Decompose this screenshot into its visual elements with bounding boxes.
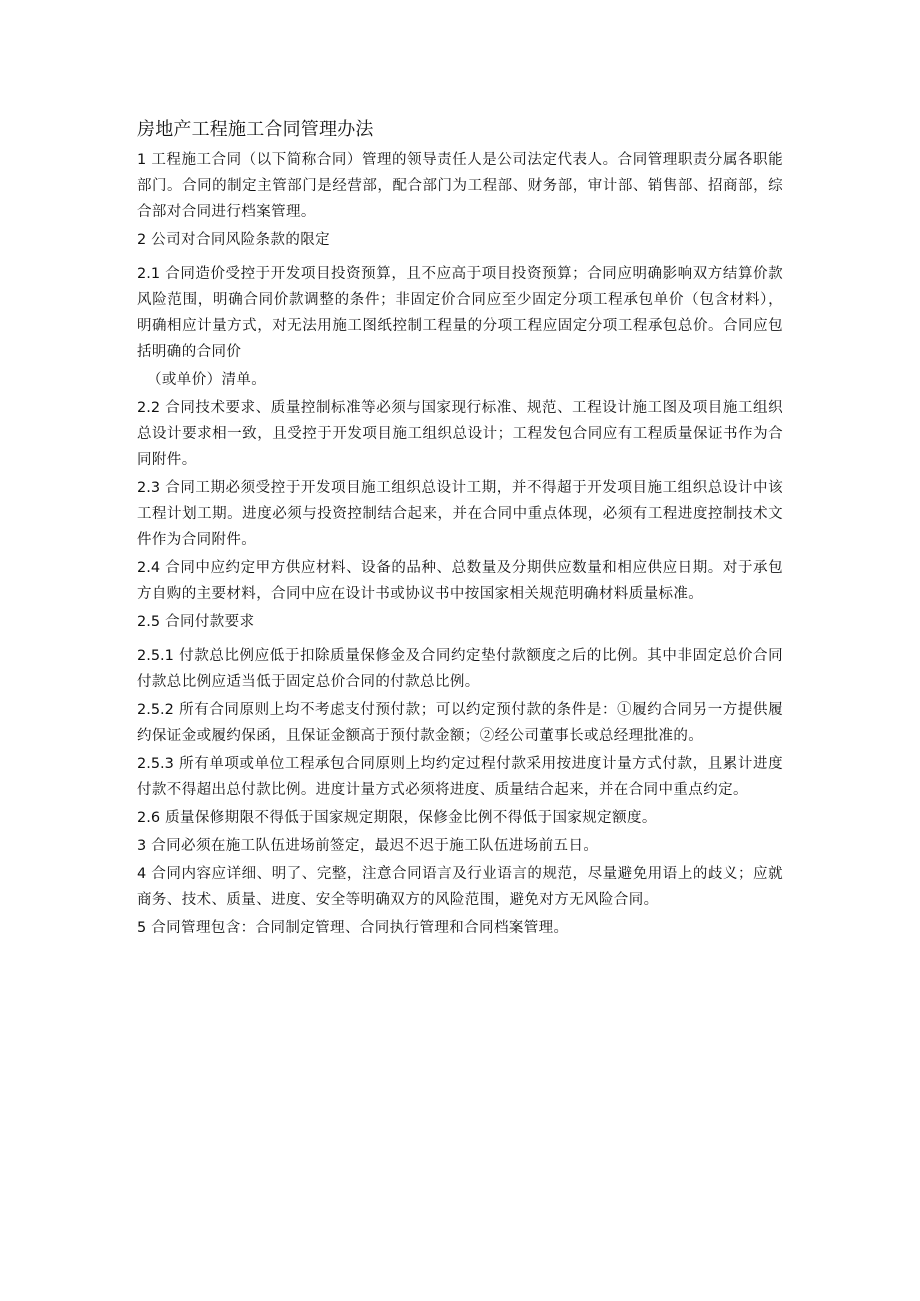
- paragraph-text: 合同付款要求: [165, 614, 255, 630]
- paragraph-number: 2.3: [137, 480, 161, 496]
- paragraph-text: 所有合同原则上均不考虑支付预付款；可以约定预付款的条件是：①履约合同另一方提供履约保证金或履约保函，且保证金额高于预付款金额；②经公司董事长或总经理批准的。: [137, 702, 783, 744]
- paragraph-5: [137, 915, 783, 941]
- paragraph-text: 公司对合同风险条款的限定: [151, 232, 331, 248]
- paragraph-2-4: [137, 555, 783, 607]
- paragraph-2-5-1: [137, 643, 783, 695]
- paragraph-2-1: [137, 261, 783, 365]
- paragraph-2: [137, 227, 783, 253]
- paragraph-text: 质量保修期限不得低于国家规定期限，保修金比例不得低于国家规定额度。: [165, 810, 657, 826]
- paragraph-text: 合同必须在施工队伍进场前签定，最迟不迟于施工队伍进场前五日。: [151, 838, 599, 854]
- paragraph-4: [137, 861, 783, 913]
- paragraph-text: 合同造价受控于开发项目投资预算，且不应高于项目投资预算；合同应明确影响双方结算价款风险范围，明确合同价款调整的条件；非固定价合同应至少固定分项工程承包单价（包含材料），明确相应计量方式，对无法用施工图纸控制工程量的分项工程应固定分项工程承包总价。合同应包括明确的合同价: [137, 266, 783, 360]
- paragraph-2-2: [137, 395, 783, 473]
- paragraph-3: [137, 833, 783, 859]
- paragraph-2-6: [137, 805, 783, 831]
- paragraph-text: 合同管理包含：合同制定管理、合同执行管理和合同档案管理。: [151, 920, 569, 936]
- paragraph-number: 2.5.1: [137, 648, 174, 664]
- paragraph-text: 所有单项或单位工程承包合同原则上均约定过程付款采用按进度计量方式付款，且累计进度付款不得超出总付款比例。进度计量方式必须将进度、质量结合起来，并在合同中重点约定。: [137, 756, 783, 798]
- paragraph-number: 5: [137, 920, 147, 936]
- paragraph-number: 2.2: [137, 400, 161, 416]
- paragraph-number: 2.5.3: [137, 756, 174, 772]
- paragraph-2-5-3: [137, 751, 783, 803]
- paragraph-2-5: [137, 609, 783, 635]
- paragraph-text: （或单价）清单。: [147, 372, 267, 388]
- paragraph-number: 2.4: [137, 560, 161, 576]
- paragraph-2-3: [137, 475, 783, 553]
- paragraph-text: 合同中应约定甲方供应材料、设备的品种、总数量及分期供应数量和相应供应日期。对于承包方自购的主要材料，合同中应在设计书或协议书中按国家相关规范明确材料质量标准。: [137, 560, 783, 602]
- paragraph-1: [137, 147, 783, 225]
- paragraph-number: 3: [137, 838, 147, 854]
- paragraph-text: 工程施工合同（以下简称合同）管理的领导责任人是公司法定代表人。合同管理职责分属各职能部门。合同的制定主管部门是经营部，配合部门为工程部、财务部，审计部、销售部、招商部，综合部对合同进行档案管理。: [137, 152, 783, 220]
- paragraph-number: 2.5: [137, 614, 161, 630]
- paragraph-number: 1: [137, 152, 147, 168]
- paragraph-text: 合同工期必须受控于开发项目施工组织总设计工期，并不得超于开发项目施工组织总设计中该工程计划工期。进度必须与投资控制结合起来，并在合同中重点体现，必须有工程进度控制技术文件作为合同附件。: [137, 480, 783, 548]
- paragraph-2-5-2: [137, 697, 783, 749]
- paragraph-2-1-continued: [137, 367, 783, 393]
- paragraph-text: 付款总比例应低于扣除质量保修金及合同约定垫付款额度之后的比例。其中非固定总价合同付款总比例应适当低于固定总价合同的付款总比例。: [137, 648, 783, 690]
- document-body: [137, 117, 783, 943]
- paragraph-number: 2: [137, 232, 147, 248]
- document-title: 房地产工程施工合同管理办法: [137, 119, 374, 140]
- paragraph-number: 2.5.2: [137, 702, 174, 718]
- paragraph-number: 4: [137, 866, 147, 882]
- paragraph-number: 2.6: [137, 810, 161, 826]
- paragraph-number: 2.1: [137, 266, 161, 282]
- paragraph-text: 合同内容应详细、明了、完整，注意合同语言及行业语言的规范，尽量避免用语上的歧义；应就商务、技术、质量、进度、安全等明确双方的风险范围，避免对方无风险合同。: [137, 866, 783, 908]
- paragraph-text: 合同技术要求、质量控制标准等必须与国家现行标准、规范、工程设计施工图及项目施工组织总设计要求相一致，且受控于开发项目施工组织总设计；工程发包合同应有工程质量保证书作为合同附件。: [137, 400, 783, 468]
